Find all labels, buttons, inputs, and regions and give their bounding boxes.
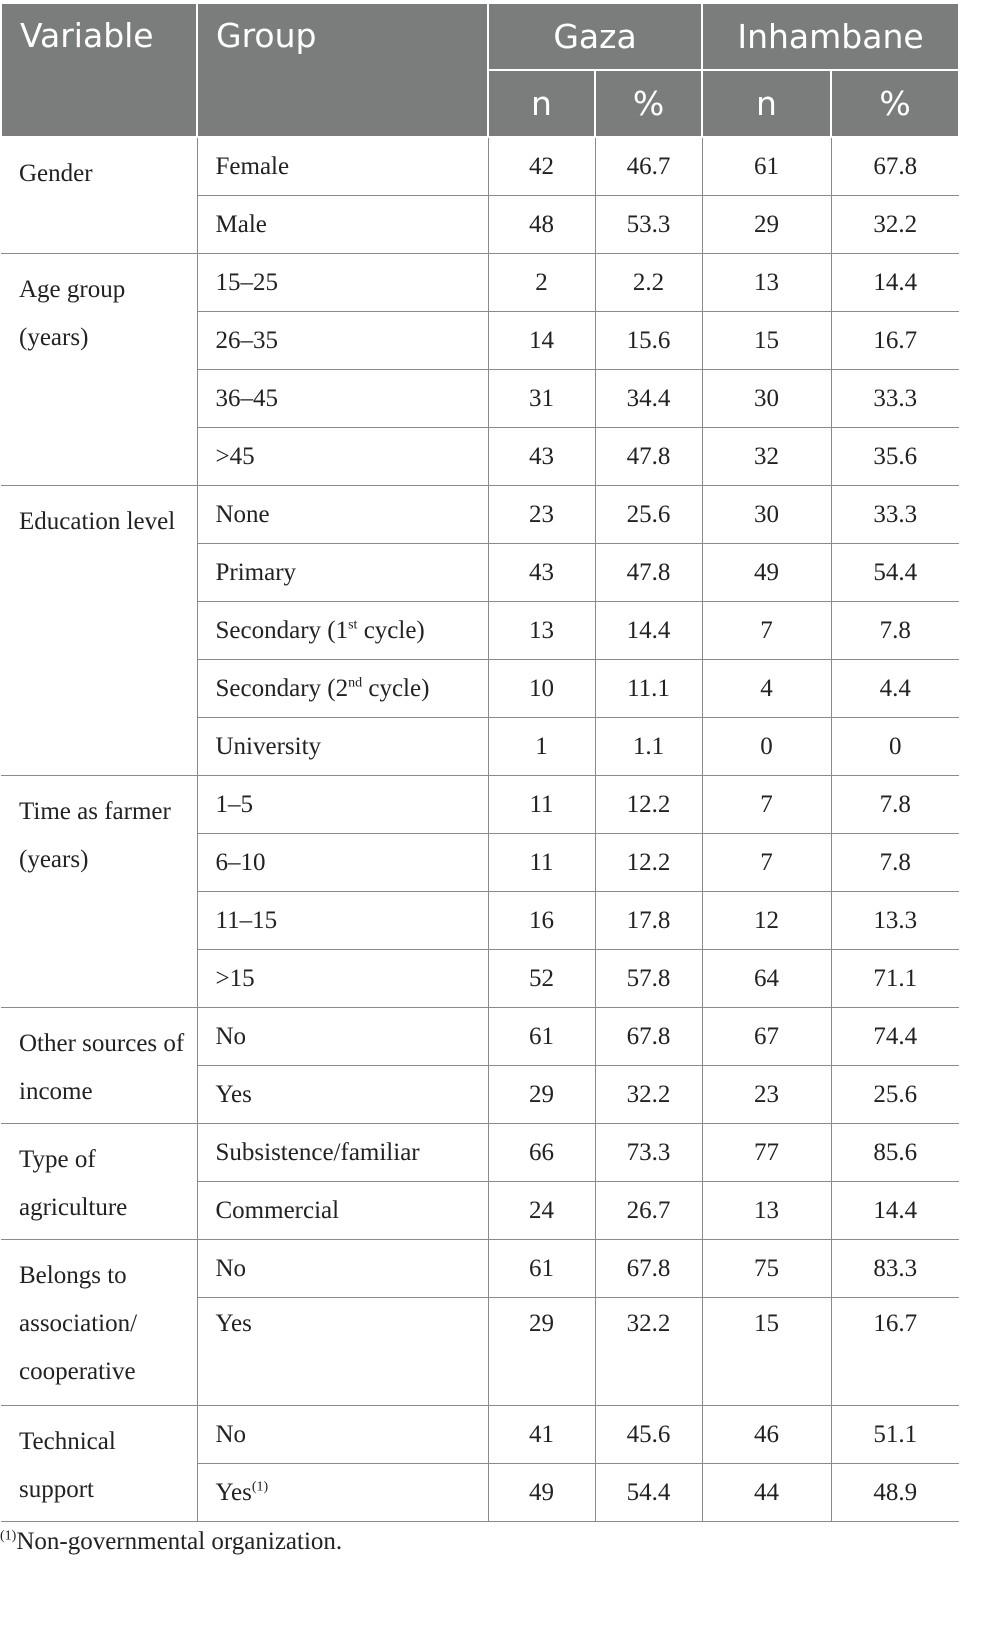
group-cell: Primary — [197, 544, 488, 602]
gaza-pct-cell: 47.8 — [595, 544, 702, 602]
group-label: Yes — [215, 1478, 252, 1506]
variable-cell: Education level — [1, 486, 197, 776]
variable-cell: Other sources of income — [1, 1008, 197, 1124]
inhambane-n-cell: 4 — [702, 660, 831, 718]
group-cell — [197, 660, 488, 718]
inhambane-pct-cell: 7.8 — [831, 776, 959, 834]
group-cell: Male — [197, 196, 488, 254]
gaza-n-cell: 11 — [488, 834, 595, 892]
demographics-table — [0, 4, 960, 1522]
inhambane-n-cell: 13 — [702, 1182, 831, 1240]
gaza-n-cell: 43 — [488, 428, 595, 486]
inhambane-pct-cell: 35.6 — [831, 428, 959, 486]
gaza-n-cell: 43 — [488, 544, 595, 602]
gaza-pct-cell: 47.8 — [595, 428, 702, 486]
group-cell: 1–5 — [197, 776, 488, 834]
inhambane-pct-cell: 16.7 — [831, 312, 959, 370]
group-label: Secondary (1 — [215, 616, 349, 644]
header-gaza-pct: % — [595, 70, 702, 137]
gaza-n-cell: 41 — [488, 1406, 595, 1464]
variable-cell: Type of agriculture — [1, 1124, 197, 1240]
inhambane-pct-cell: 48.9 — [831, 1464, 959, 1522]
inhambane-n-cell: 12 — [702, 892, 831, 950]
gaza-pct-cell: 32.2 — [595, 1298, 702, 1406]
inhambane-pct-cell: 67.8 — [831, 137, 959, 196]
inhambane-pct-cell: 74.4 — [831, 1008, 959, 1066]
inhambane-pct-cell: 4.4 — [831, 660, 959, 718]
inhambane-n-cell: 30 — [702, 370, 831, 428]
group-label-suffix: cycle) — [362, 674, 430, 702]
inhambane-n-cell: 0 — [702, 718, 831, 776]
gaza-n-cell: 48 — [488, 196, 595, 254]
group-cell — [197, 602, 488, 660]
group-cell: Yes — [197, 1298, 488, 1406]
table-row — [1, 776, 959, 834]
inhambane-n-cell: 75 — [702, 1240, 831, 1298]
table-header — [1, 4, 959, 137]
inhambane-n-cell: 7 — [702, 776, 831, 834]
gaza-n-cell: 23 — [488, 486, 595, 544]
header-inhambane-n: n — [702, 70, 831, 137]
gaza-pct-cell: 2.2 — [595, 254, 702, 312]
group-cell: 11–15 — [197, 892, 488, 950]
gaza-pct-cell: 53.3 — [595, 196, 702, 254]
header-inhambane: Inhambane — [702, 4, 959, 70]
group-label-suffix: cycle) — [357, 616, 425, 644]
group-label: Secondary (2 — [215, 674, 349, 702]
inhambane-pct-cell: 0 — [831, 718, 959, 776]
gaza-pct-cell: 1.1 — [595, 718, 702, 776]
inhambane-n-cell: 7 — [702, 834, 831, 892]
gaza-n-cell: 24 — [488, 1182, 595, 1240]
inhambane-pct-cell: 33.3 — [831, 370, 959, 428]
gaza-pct-cell: 45.6 — [595, 1406, 702, 1464]
demographics-table-container — [0, 4, 958, 1522]
variable-cell: Gender — [1, 137, 197, 254]
inhambane-n-cell: 15 — [702, 1298, 831, 1406]
inhambane-pct-cell: 7.8 — [831, 602, 959, 660]
table-row — [1, 254, 959, 312]
table-row — [1, 1124, 959, 1182]
variable-cell: Age group (years) — [1, 254, 197, 486]
gaza-pct-cell: 25.6 — [595, 486, 702, 544]
gaza-pct-cell: 54.4 — [595, 1464, 702, 1522]
gaza-n-cell: 31 — [488, 370, 595, 428]
inhambane-pct-cell: 85.6 — [831, 1124, 959, 1182]
table-body — [1, 137, 959, 1522]
table-row — [1, 1240, 959, 1298]
gaza-n-cell: 29 — [488, 1298, 595, 1406]
inhambane-n-cell: 15 — [702, 312, 831, 370]
gaza-pct-cell: 15.6 — [595, 312, 702, 370]
inhambane-n-cell: 46 — [702, 1406, 831, 1464]
inhambane-n-cell: 32 — [702, 428, 831, 486]
inhambane-pct-cell: 16.7 — [831, 1298, 959, 1406]
inhambane-n-cell: 67 — [702, 1008, 831, 1066]
gaza-n-cell: 66 — [488, 1124, 595, 1182]
gaza-n-cell: 1 — [488, 718, 595, 776]
gaza-n-cell: 13 — [488, 602, 595, 660]
inhambane-n-cell: 13 — [702, 254, 831, 312]
inhambane-n-cell: 23 — [702, 1066, 831, 1124]
gaza-n-cell: 52 — [488, 950, 595, 1008]
variable-cell: Time as farmer (years) — [1, 776, 197, 1008]
gaza-pct-cell: 32.2 — [595, 1066, 702, 1124]
inhambane-n-cell: 7 — [702, 602, 831, 660]
group-cell: Yes — [197, 1066, 488, 1124]
table-row — [1, 137, 959, 196]
inhambane-n-cell: 49 — [702, 544, 831, 602]
gaza-pct-cell: 11.1 — [595, 660, 702, 718]
inhambane-pct-cell: 33.3 — [831, 486, 959, 544]
inhambane-pct-cell: 32.2 — [831, 196, 959, 254]
group-cell: >15 — [197, 950, 488, 1008]
gaza-n-cell: 10 — [488, 660, 595, 718]
header-gaza-n: n — [488, 70, 595, 137]
inhambane-n-cell: 29 — [702, 196, 831, 254]
gaza-pct-cell: 12.2 — [595, 776, 702, 834]
inhambane-n-cell: 77 — [702, 1124, 831, 1182]
gaza-pct-cell: 34.4 — [595, 370, 702, 428]
group-cell: 6–10 — [197, 834, 488, 892]
group-cell: No — [197, 1406, 488, 1464]
gaza-pct-cell: 67.8 — [595, 1008, 702, 1066]
inhambane-n-cell: 61 — [702, 137, 831, 196]
gaza-n-cell: 11 — [488, 776, 595, 834]
gaza-n-cell: 14 — [488, 312, 595, 370]
inhambane-n-cell: 30 — [702, 486, 831, 544]
gaza-pct-cell: 46.7 — [595, 137, 702, 196]
group-cell: None — [197, 486, 488, 544]
inhambane-pct-cell: 14.4 — [831, 254, 959, 312]
gaza-pct-cell: 73.3 — [595, 1124, 702, 1182]
footnote — [0, 1528, 342, 1556]
gaza-pct-cell: 14.4 — [595, 602, 702, 660]
gaza-pct-cell: 67.8 — [595, 1240, 702, 1298]
header-group: Group — [197, 4, 488, 137]
group-cell: No — [197, 1008, 488, 1066]
header-variable: Variable — [1, 4, 197, 137]
group-superscript: st — [348, 617, 358, 633]
inhambane-pct-cell: 25.6 — [831, 1066, 959, 1124]
group-cell: 15–25 — [197, 254, 488, 312]
gaza-n-cell: 16 — [488, 892, 595, 950]
footnote-text: Non-governmental organization. — [16, 1528, 343, 1555]
table-row — [1, 1406, 959, 1464]
variable-cell: Belongs to association/ cooperative — [1, 1240, 197, 1406]
inhambane-pct-cell: 71.1 — [831, 950, 959, 1008]
gaza-pct-cell: 57.8 — [595, 950, 702, 1008]
gaza-pct-cell: 26.7 — [595, 1182, 702, 1240]
group-cell: >45 — [197, 428, 488, 486]
inhambane-pct-cell: 54.4 — [831, 544, 959, 602]
group-superscript: (1) — [251, 1479, 269, 1495]
gaza-pct-cell: 17.8 — [595, 892, 702, 950]
group-cell: 36–45 — [197, 370, 488, 428]
variable-cell: Technical support — [1, 1406, 197, 1522]
inhambane-n-cell: 44 — [702, 1464, 831, 1522]
gaza-n-cell: 49 — [488, 1464, 595, 1522]
group-cell: No — [197, 1240, 488, 1298]
group-cell: Female — [197, 137, 488, 196]
inhambane-pct-cell: 13.3 — [831, 892, 959, 950]
group-cell — [197, 1464, 488, 1522]
inhambane-pct-cell: 14.4 — [831, 1182, 959, 1240]
group-superscript: nd — [348, 675, 363, 691]
gaza-n-cell: 2 — [488, 254, 595, 312]
table-row — [1, 1008, 959, 1066]
gaza-n-cell: 61 — [488, 1008, 595, 1066]
footnote-mark: (1) — [0, 1528, 17, 1544]
gaza-n-cell: 29 — [488, 1066, 595, 1124]
gaza-pct-cell: 12.2 — [595, 834, 702, 892]
group-cell: Subsistence/familiar — [197, 1124, 488, 1182]
table-row — [1, 486, 959, 544]
header-gaza: Gaza — [488, 4, 702, 70]
group-cell: University — [197, 718, 488, 776]
header-inhambane-pct: % — [831, 70, 959, 137]
group-cell: 26–35 — [197, 312, 488, 370]
gaza-n-cell: 61 — [488, 1240, 595, 1298]
gaza-n-cell: 42 — [488, 137, 595, 196]
group-cell: Commercial — [197, 1182, 488, 1240]
inhambane-pct-cell: 83.3 — [831, 1240, 959, 1298]
inhambane-pct-cell: 51.1 — [831, 1406, 959, 1464]
inhambane-pct-cell: 7.8 — [831, 834, 959, 892]
inhambane-n-cell: 64 — [702, 950, 831, 1008]
